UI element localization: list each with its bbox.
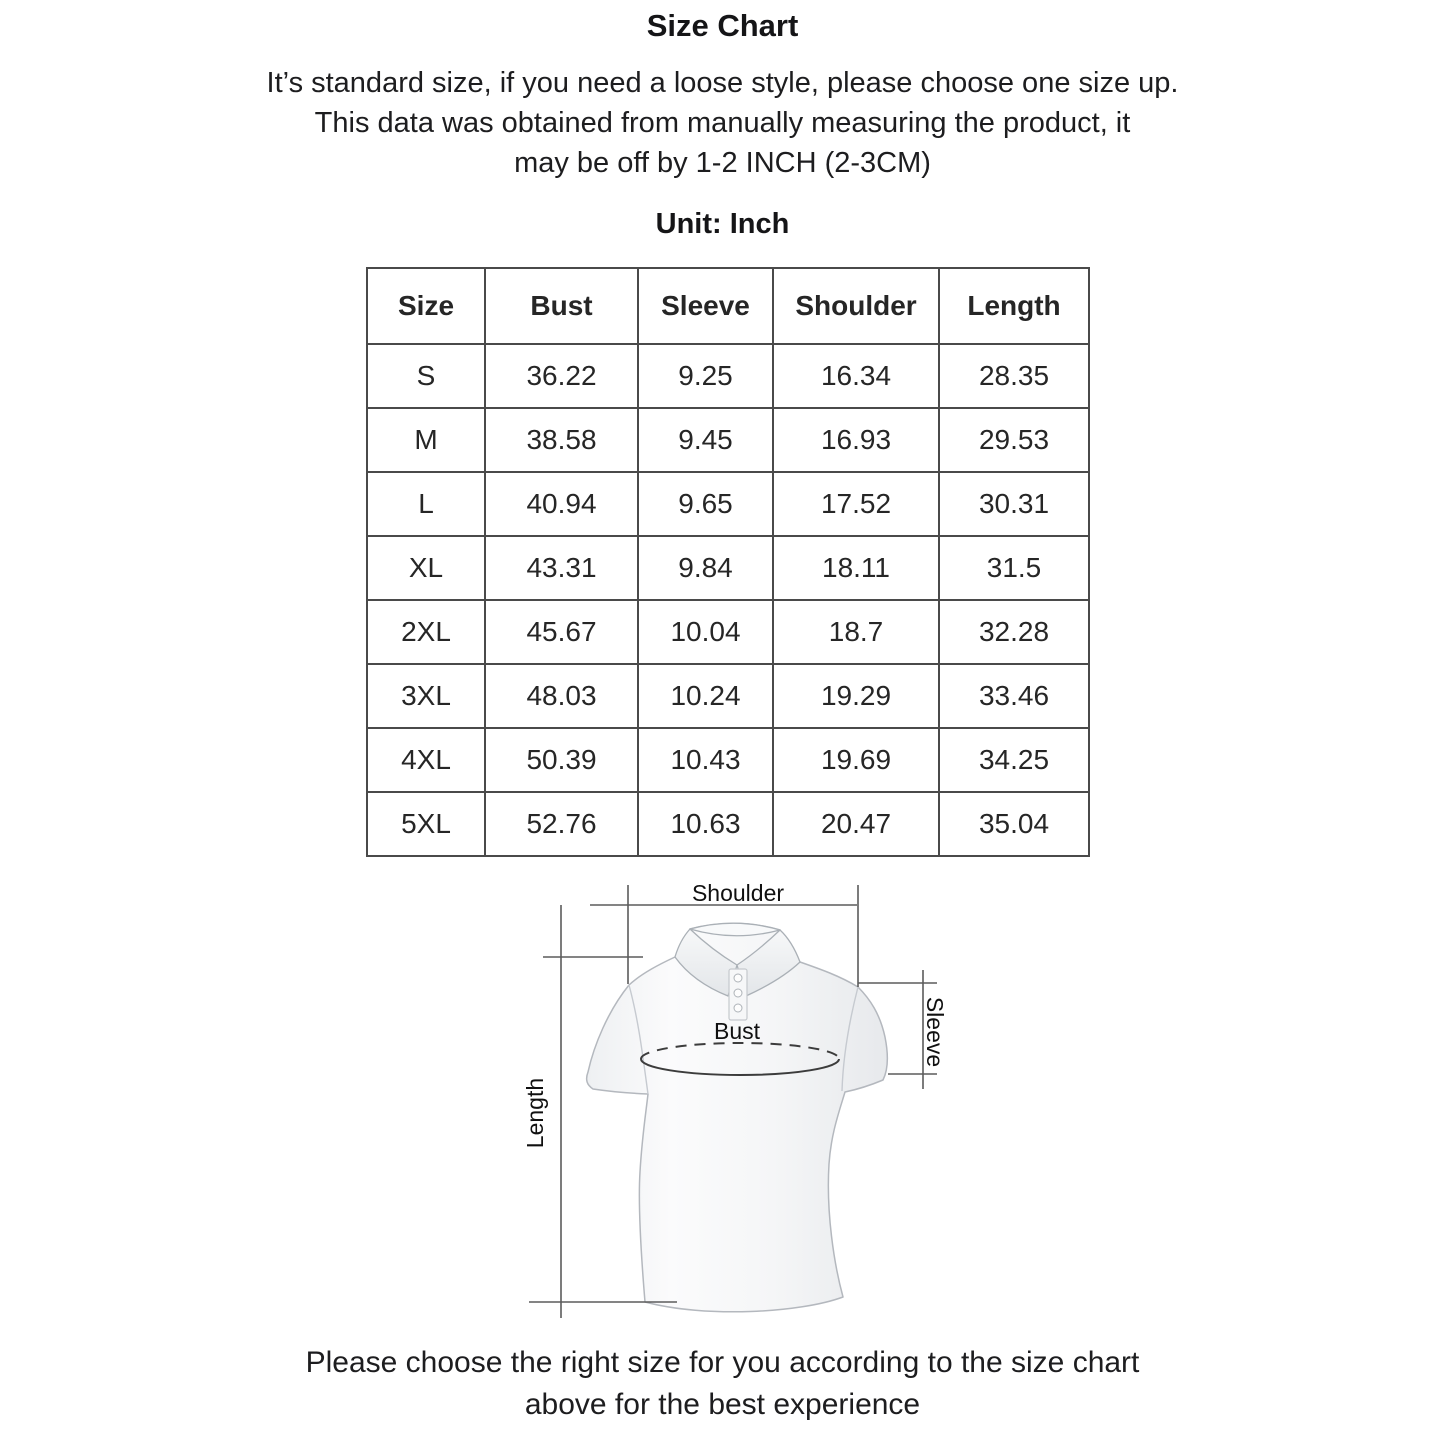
size-note-line-2: This data was obtained from manually measuring the product, it	[314, 107, 1131, 139]
bust-cell: 36.22	[485, 344, 638, 408]
col-header-size: Size	[367, 268, 485, 344]
size-note-line-1: It’s standard size, if you need a loose style, please choose one size up.	[266, 67, 1179, 99]
col-header-shoulder: Shoulder	[773, 268, 939, 344]
table-row-5xl	[367, 792, 1089, 856]
table-row-m	[367, 408, 1089, 472]
button-icon	[734, 974, 742, 982]
bust-cell: 50.39	[485, 728, 638, 792]
shoulder-cell: 20.47	[773, 792, 939, 856]
footer-line-2: above for the best experience	[524, 1388, 921, 1421]
size-cell: XL	[367, 536, 485, 600]
size-cell: S	[367, 344, 485, 408]
sleeve-cell: 10.24	[638, 664, 773, 728]
table-row-2xl	[367, 600, 1089, 664]
shoulder-cell: 16.34	[773, 344, 939, 408]
length-measure-label: Length	[522, 1077, 548, 1149]
shoulder-cell: 16.93	[773, 408, 939, 472]
size-cell: 5XL	[367, 792, 485, 856]
length-cell: 30.31	[939, 472, 1089, 536]
table-header-row	[367, 268, 1089, 344]
footer-line-1: Please choose the right size for you according to the size chart	[305, 1346, 1140, 1379]
shoulder-cell: 17.52	[773, 472, 939, 536]
length-cell: 29.53	[939, 408, 1089, 472]
col-header-bust: Bust	[485, 268, 638, 344]
shoulder-cell: 19.69	[773, 728, 939, 792]
bust-measure-label: Bust	[713, 1018, 761, 1044]
length-cell: 33.46	[939, 664, 1089, 728]
length-cell: 32.28	[939, 600, 1089, 664]
sleeve-cell: 10.04	[638, 600, 773, 664]
shoulder-cell: 18.7	[773, 600, 939, 664]
table-row-4xl	[367, 728, 1089, 792]
length-cell: 28.35	[939, 344, 1089, 408]
sleeve-measure-label: Sleeve	[922, 996, 948, 1068]
shoulder-cell: 18.11	[773, 536, 939, 600]
length-cell: 31.5	[939, 536, 1089, 600]
sleeve-cell: 10.43	[638, 728, 773, 792]
bust-cell: 48.03	[485, 664, 638, 728]
length-cell: 34.25	[939, 728, 1089, 792]
col-header-sleeve: Sleeve	[638, 268, 773, 344]
bust-cell: 38.58	[485, 408, 638, 472]
button-icon	[734, 989, 742, 997]
unit-label: Unit: Inch	[655, 208, 790, 240]
sleeve-cell: 9.65	[638, 472, 773, 536]
col-header-length: Length	[939, 268, 1089, 344]
table-row-3xl	[367, 664, 1089, 728]
shoulder-cell: 19.29	[773, 664, 939, 728]
footer-note	[0, 1342, 1445, 1426]
sleeve-cell: 10.63	[638, 792, 773, 856]
shoulder-measure-label: Shoulder	[691, 880, 785, 906]
sleeve-cell: 9.25	[638, 344, 773, 408]
table-row-s	[367, 344, 1089, 408]
sleeve-cell: 9.84	[638, 536, 773, 600]
page-title: Size Chart	[646, 8, 799, 43]
bust-cell: 45.67	[485, 600, 638, 664]
size-chart-table	[366, 267, 1090, 857]
length-cell: 35.04	[939, 792, 1089, 856]
size-cell: 4XL	[367, 728, 485, 792]
bust-cell: 52.76	[485, 792, 638, 856]
table-row-xl	[367, 536, 1089, 600]
shirt-measurement-diagram	[490, 872, 990, 1342]
button-icon	[734, 1004, 742, 1012]
size-cell: L	[367, 472, 485, 536]
polo-shirt-graphic	[587, 923, 888, 1312]
table-row-l	[367, 472, 1089, 536]
size-cell: 3XL	[367, 664, 485, 728]
size-note-line-3: may be off by 1-2 INCH (2-3CM)	[514, 147, 931, 179]
size-cell: M	[367, 408, 485, 472]
bust-cell: 43.31	[485, 536, 638, 600]
size-cell: 2XL	[367, 600, 485, 664]
sleeve-cell: 9.45	[638, 408, 773, 472]
size-note	[0, 63, 1445, 183]
bust-cell: 40.94	[485, 472, 638, 536]
